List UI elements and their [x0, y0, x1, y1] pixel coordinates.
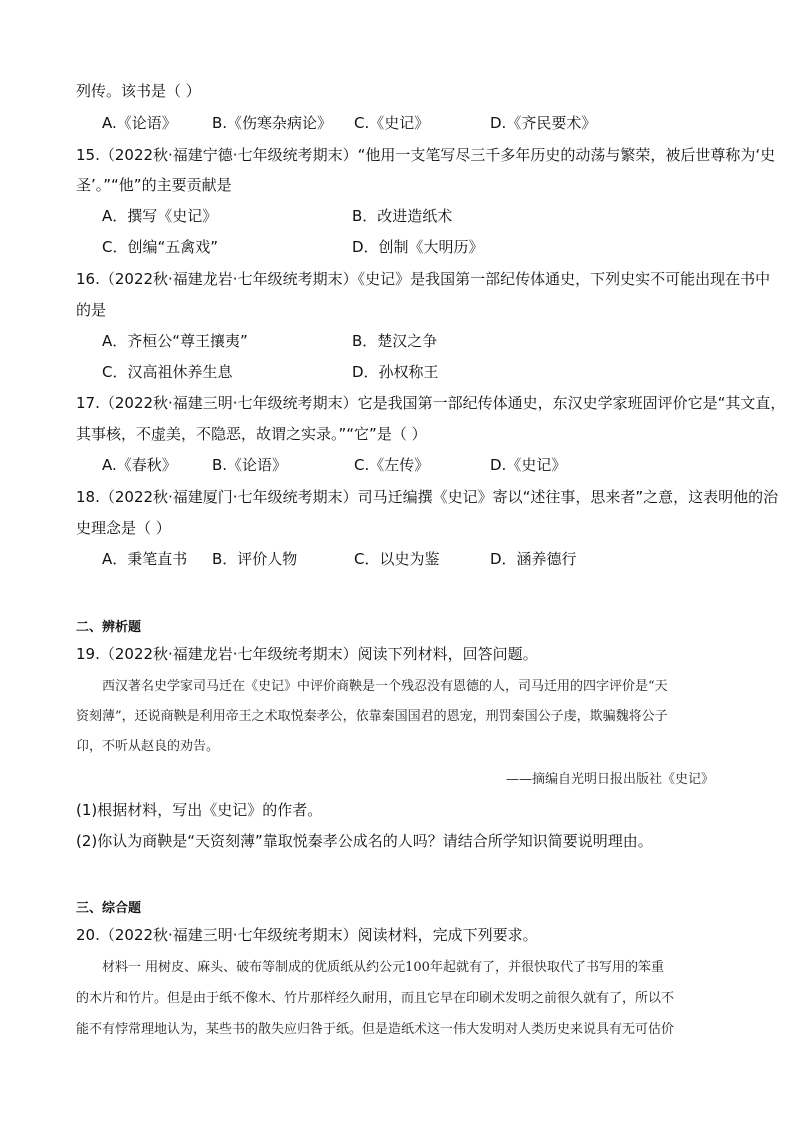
q15-option-a: A．撰写《史记》: [102, 207, 218, 225]
q20-material-line2: 的木片和竹片。但是由于纸不像木、竹片那样经久耐用，而且它早在印刷术发明之前很久就有了，所以不: [76, 991, 675, 1006]
q17-option-c: C.《左传》: [354, 456, 430, 474]
q15-stem-line1: 15.（2022秋·福建宁德·七年级统考期末）“他用一支笔写尽三千多年历史的动荡与繁荣，被后世尊称为‘史: [76, 146, 776, 164]
q18-stem-line2: 史理念是（ ）: [76, 519, 171, 537]
q20-material-line1: 材料一 用树皮、麻头、破布等制成的优质纸从约公元100年起就有了，并很快取代了书写用的笨重: [102, 960, 664, 975]
q15-option-c: C．创编“五禽戏”: [102, 238, 219, 256]
q20-stem: 20.（2022秋·福建三明·七年级统考期末）阅读材料，完成下列要求。: [76, 926, 538, 944]
q19-stem: 19.（2022秋·福建龙岩·七年级统考期末）阅读下列材料，回答问题。: [76, 645, 538, 663]
q14-option-b: B.《伤寒杂病论》: [212, 114, 333, 132]
q14-option-c: C.《史记》: [354, 114, 430, 132]
q14-option-a: A.《论语》: [102, 114, 177, 132]
q16-option-d: D．孙权称王: [352, 363, 439, 381]
q18-stem-line1: 18.（2022秋·福建厦门·七年级统考期末）司马迁编撰《史记》寄以“述往事，思来者”之意，这表明他的治: [76, 488, 779, 506]
section-heading-comprehensive: 三、综合题: [76, 901, 142, 916]
q19-material-line1: 西汉著名史学家司马迁在《史记》中评价商鞅是一个残忍没有恩德的人，司马迁用的四字评价是“天: [102, 679, 668, 694]
section-heading-analysis: 二、辨析题: [76, 620, 142, 635]
q18-option-d: D．涵养德行: [490, 550, 577, 568]
q16-option-c: C．汉高祖休养生息: [102, 363, 233, 381]
q16-stem-line2: 的是: [76, 301, 107, 319]
q18-option-b: B．评价人物: [212, 550, 298, 568]
q17-option-b: B.《论语》: [212, 456, 288, 474]
q19-material-line2: 资刻薄”，还说商鞅是利用帝王之术取悦秦孝公，依靠秦国国君的恩宠，刑罚秦国公子虔，欺骗魏将公子: [76, 709, 668, 724]
q14-stem-tail: 列传。该书是（ ）: [76, 82, 201, 100]
q20-material-line3: 能不有悖常理地认为，某些书的散失应归咎于纸。但是造纸术这一伟大发明对人类历史来说具有无可估价: [76, 1022, 675, 1037]
q19-sub-question-2: (2)你认为商鞅是“天资刻薄”靠取悦秦孝公成名的人吗？请结合所学知识简要说明理由。: [76, 832, 653, 850]
q18-option-a: A．秉笔直书: [102, 550, 188, 568]
q19-material-line3: 卬，不听从赵良的劝告。: [76, 739, 220, 754]
q17-stem-line2: 其事核，不虚美，不隐恶，故谓之实录。”“它”是（ ）: [76, 425, 427, 443]
q15-option-d: D．创制《大明历》: [352, 238, 484, 256]
q16-option-a: A．齐桓公“尊王攘夷”: [102, 332, 248, 350]
q17-option-d: D.《史记》: [490, 456, 567, 474]
q15-stem-line2: 圣’。”“他”的主要贡献是: [76, 176, 232, 194]
q19-source: ——摘编自光明日报出版社《史记》: [505, 772, 714, 787]
q15-option-b: B．改进造纸术: [352, 207, 453, 225]
q19-sub-question-1: (1)根据材料，写出《史记》的作者。: [76, 801, 323, 819]
q14-option-d: D.《齐民要术》: [490, 114, 597, 132]
q17-stem-line1: 17.（2022秋·福建三明·七年级统考期末）它是我国第一部纪传体通史，东汉史学家班固评价它是“其文直，: [76, 394, 786, 412]
q17-option-a: A.《春秋》: [102, 456, 177, 474]
q16-stem-line1: 16.（2022秋·福建龙岩·七年级统考期末）《史记》是我国第一部纪传体通史，下列史实不可能出现在书中: [76, 270, 771, 288]
q16-option-b: B．楚汉之争: [352, 332, 438, 350]
q18-option-c: C．以史为鉴: [354, 550, 440, 568]
